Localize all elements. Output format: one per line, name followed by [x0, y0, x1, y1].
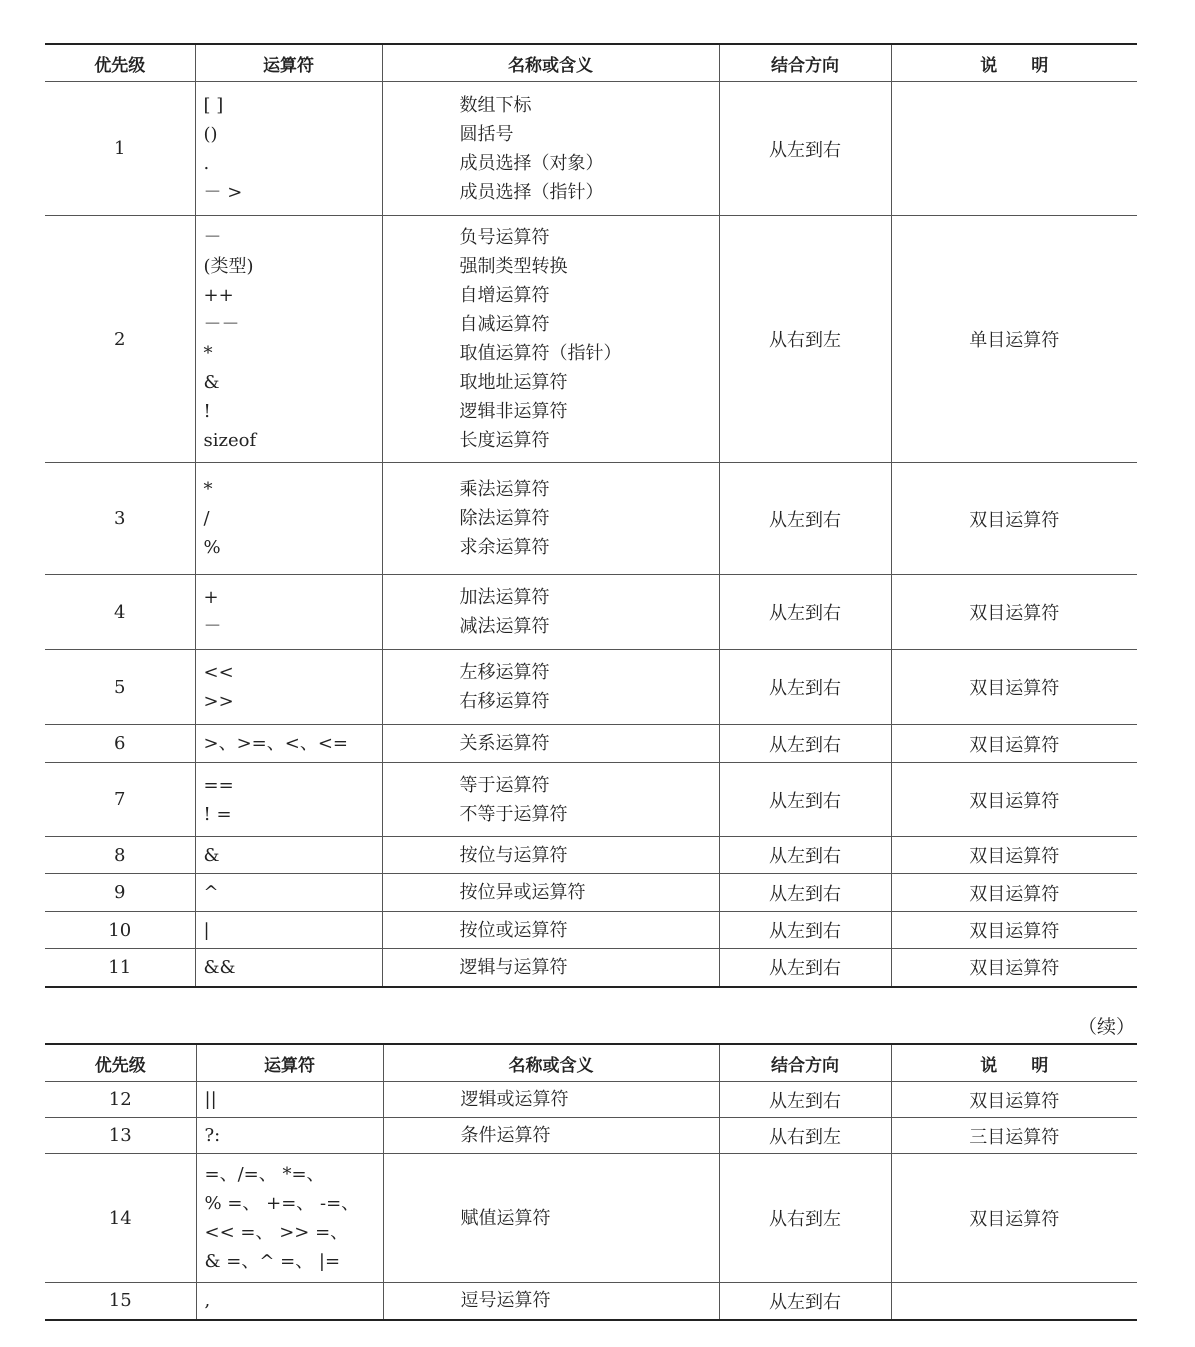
operator-line: == [203, 774, 234, 796]
name-line: 除法运算符 [459, 508, 550, 529]
name-line: 加法运算符 [459, 587, 550, 608]
note-cell: 双目运算符 [891, 912, 1137, 949]
table-row [45, 1082, 1137, 1118]
note-cell: 三目运算符 [891, 1118, 1137, 1154]
operator-line: ! [203, 401, 211, 422]
name-line: 圆括号 [459, 123, 514, 145]
operator-line: － [203, 616, 222, 637]
name-line: 逻辑非运算符 [459, 401, 568, 422]
name-cell [382, 650, 719, 725]
name-line: 成员选择（指针） [459, 181, 604, 203]
name-line: 乘法运算符 [459, 479, 550, 500]
operator-cell [195, 216, 382, 463]
name-line: 逻辑与运算符 [459, 956, 568, 978]
operator-line: >、>=、<、<= [203, 733, 348, 754]
header-direction: 结合方向 [719, 1044, 891, 1082]
name-line: 强制类型转换 [459, 256, 568, 277]
operator-line: －－ [203, 314, 240, 335]
note-cell [891, 82, 1137, 216]
header-note: 说 明 [891, 44, 1137, 82]
name-line: 按位与运算符 [459, 844, 568, 866]
operator-line: % [203, 537, 221, 558]
name-line: 左移运算符 [459, 662, 550, 683]
header-name: 名称或含义 [383, 1044, 719, 1082]
note-cell: 双目运算符 [891, 874, 1137, 912]
operator-cell [196, 1082, 383, 1118]
name-cell [383, 1082, 719, 1118]
priority-cell: 1 [45, 82, 195, 216]
header-operator: 运算符 [195, 44, 382, 82]
operator-line: ! = [203, 803, 232, 825]
operator-cell [195, 763, 382, 837]
table-row [45, 650, 1137, 725]
name-cell [382, 575, 719, 650]
priority-cell: 4 [45, 575, 195, 650]
operator-cell [195, 837, 382, 874]
operator-line: & =、^ =、 |= [204, 1251, 341, 1272]
direction-cell: 从左到右 [719, 463, 891, 575]
table-row [45, 1118, 1137, 1154]
priority-cell: 15 [45, 1283, 196, 1320]
note-cell: 双目运算符 [891, 1154, 1137, 1283]
name-line: 长度运算符 [459, 430, 550, 451]
priority-cell: 13 [45, 1118, 196, 1154]
name-line: 取值运算符（指针） [459, 343, 622, 364]
priority-cell: 6 [45, 725, 195, 763]
name-cell [382, 216, 719, 463]
operator-line: && [203, 956, 236, 978]
direction-cell: 从左到右 [719, 1082, 891, 1118]
direction-cell: 从左到右 [719, 575, 891, 650]
priority-cell: 8 [45, 837, 195, 874]
table-row [45, 463, 1137, 575]
name-line: 求余运算符 [459, 537, 550, 558]
note-cell: 双目运算符 [891, 763, 1137, 837]
operator-precedence-table-continued [45, 1043, 1137, 1321]
header-row [45, 44, 1137, 82]
name-cell [382, 82, 719, 216]
table-row [45, 216, 1137, 463]
table-row [45, 82, 1137, 216]
operator-line: ?: [204, 1125, 221, 1146]
operator-line: . [203, 152, 210, 174]
operator-line: & [203, 844, 220, 866]
operator-cell [195, 912, 382, 949]
direction-cell: 从左到右 [719, 874, 891, 912]
operator-line: & [203, 372, 220, 393]
operator-cell [196, 1118, 383, 1154]
header-direction: 结合方向 [719, 44, 891, 82]
header-row [45, 1044, 1137, 1082]
table-row [45, 949, 1137, 987]
operator-line: ++ [203, 285, 234, 306]
direction-cell: 从左到右 [719, 650, 891, 725]
operator-line: , [204, 1290, 211, 1312]
operator-cell [195, 463, 382, 575]
name-cell [382, 912, 719, 949]
header-operator: 运算符 [196, 1044, 383, 1082]
priority-cell: 9 [45, 874, 195, 912]
operator-precedence-table [45, 43, 1137, 988]
operator-cell [196, 1154, 383, 1283]
operator-line: sizeof [203, 430, 257, 451]
operator-line: + [203, 587, 219, 608]
operator-line: >> [203, 691, 234, 712]
name-line: 数组下标 [459, 94, 532, 116]
table-row [45, 575, 1137, 650]
direction-cell: 从右到左 [719, 1154, 891, 1283]
table-row [45, 912, 1137, 949]
table-row [45, 763, 1137, 837]
name-cell [382, 949, 719, 987]
note-cell: 双目运算符 [891, 837, 1137, 874]
name-cell [382, 837, 719, 874]
note-cell: 双目运算符 [891, 650, 1137, 725]
priority-cell: 11 [45, 949, 195, 987]
operator-cell [196, 1283, 383, 1320]
name-line: 自增运算符 [459, 285, 550, 306]
table-row [45, 1154, 1137, 1283]
name-line: 等于运算符 [459, 774, 550, 796]
header-priority: 优先级 [45, 44, 195, 82]
table-row [45, 837, 1137, 874]
note-cell: 双目运算符 [891, 949, 1137, 987]
note-cell: 双目运算符 [891, 1082, 1137, 1118]
table-row [45, 725, 1137, 763]
note-cell: 双目运算符 [891, 575, 1137, 650]
continued-label: （续） [1077, 1016, 1135, 1038]
operator-line: << =、 >> =、 [204, 1222, 349, 1243]
operator-line: * [203, 479, 213, 500]
operator-line: / [203, 508, 210, 529]
name-cell [383, 1154, 719, 1283]
note-cell: 单目运算符 [891, 216, 1137, 463]
name-line: 关系运算符 [459, 733, 550, 754]
operator-line: << [203, 662, 234, 683]
operator-cell [195, 725, 382, 763]
table-row [45, 874, 1137, 912]
header-note: 说 明 [891, 1044, 1137, 1082]
operator-line: () [203, 123, 218, 145]
priority-cell: 7 [45, 763, 195, 837]
note-cell [891, 1283, 1137, 1320]
operator-line: | [203, 919, 210, 941]
priority-cell: 10 [45, 912, 195, 949]
direction-cell: 从左到右 [719, 837, 891, 874]
note-cell: 双目运算符 [891, 725, 1137, 763]
table-row [45, 1283, 1137, 1320]
name-line: 自减运算符 [459, 314, 550, 335]
name-line: 右移运算符 [459, 691, 550, 712]
name-line: 负号运算符 [459, 227, 550, 248]
operator-cell [195, 575, 382, 650]
direction-cell: 从右到左 [719, 1118, 891, 1154]
name-line: 逻辑或运算符 [460, 1089, 569, 1110]
name-line: 减法运算符 [459, 616, 550, 637]
name-cell [382, 463, 719, 575]
priority-cell: 2 [45, 216, 195, 463]
direction-cell: 从右到左 [719, 216, 891, 463]
priority-cell: 12 [45, 1082, 196, 1118]
priority-cell: 5 [45, 650, 195, 725]
direction-cell: 从左到右 [719, 763, 891, 837]
name-cell [382, 874, 719, 912]
note-cell: 双目运算符 [891, 463, 1137, 575]
operator-cell [195, 650, 382, 725]
direction-cell: 从左到右 [719, 1283, 891, 1320]
direction-cell: 从左到右 [719, 725, 891, 763]
name-cell [382, 763, 719, 837]
operator-cell [195, 949, 382, 987]
operator-line: [ ] [203, 94, 224, 116]
header-priority: 优先级 [45, 1044, 196, 1082]
operator-line: % =、 +=、 -=、 [204, 1193, 360, 1214]
operator-line: － > [203, 181, 243, 203]
operator-cell [195, 874, 382, 912]
name-line: 按位或运算符 [459, 919, 568, 941]
name-cell [382, 725, 719, 763]
operator-line: － [203, 227, 222, 248]
name-cell [383, 1118, 719, 1154]
name-line: 逗号运算符 [460, 1290, 551, 1312]
operator-line: || [204, 1089, 217, 1110]
direction-cell: 从左到右 [719, 912, 891, 949]
name-line: 成员选择（对象） [459, 152, 604, 174]
name-line: 不等于运算符 [459, 803, 568, 825]
name-line: 取地址运算符 [459, 372, 568, 393]
operator-line: =、/=、 *=、 [204, 1164, 325, 1185]
direction-cell: 从左到右 [719, 949, 891, 987]
header-name: 名称或含义 [382, 44, 719, 82]
operator-cell [195, 82, 382, 216]
priority-cell: 3 [45, 463, 195, 575]
name-cell [383, 1283, 719, 1320]
name-line: 条件运算符 [460, 1125, 551, 1146]
name-line: 按位异或运算符 [459, 882, 586, 903]
operator-line: (类型) [203, 256, 254, 277]
direction-cell: 从左到右 [719, 82, 891, 216]
priority-cell: 14 [45, 1154, 196, 1283]
operator-line: * [203, 343, 213, 364]
name-line: 赋值运算符 [460, 1207, 551, 1229]
operator-line: ^ [203, 882, 219, 903]
